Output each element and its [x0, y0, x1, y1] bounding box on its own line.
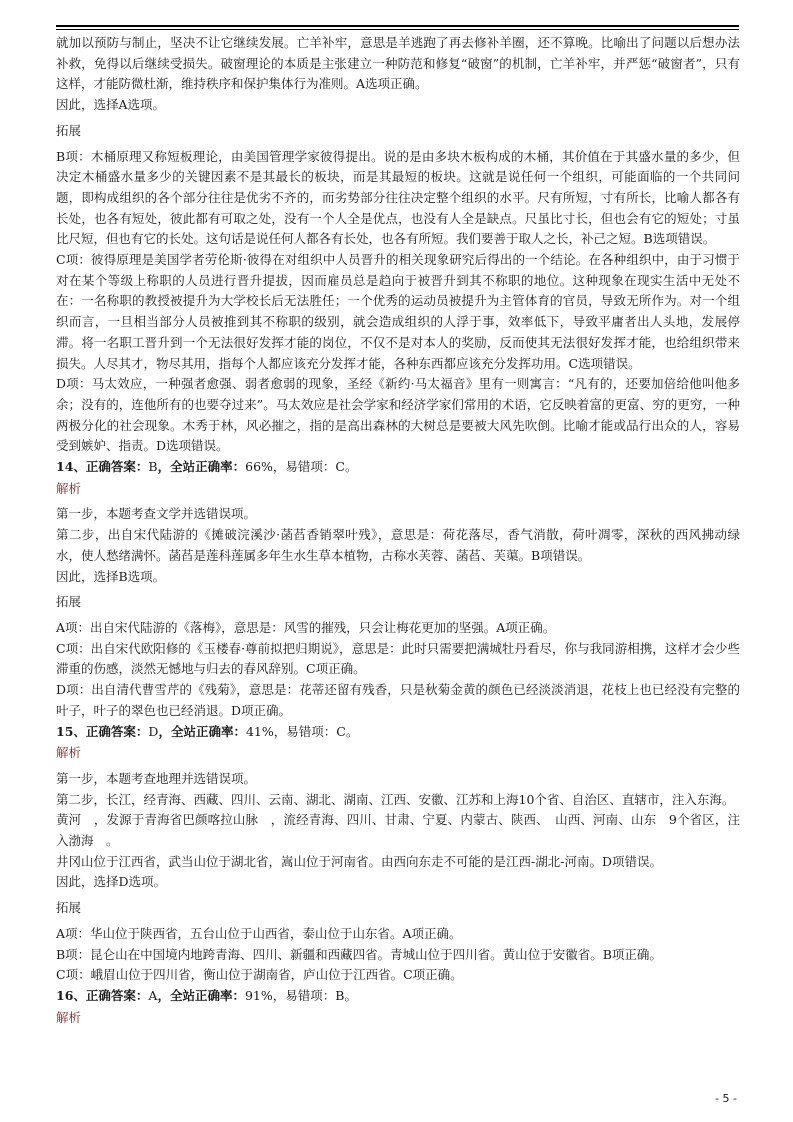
- paragraph: 第一步，本题考查地理并选错误项。: [56, 770, 257, 786]
- extension-item: A项：出自宋代陆游的《落梅》，意思是：风雪的摧残，只会让梅花更加的坚强。A项正确。: [56, 619, 556, 635]
- paragraph: 就加以预防与制止，坚决不让它继续发展。亡羊补牢，意思是羊逃跑了再去修补羊圈，还不算晚。比喻出了问题以后想办法补救，免得以后继续受损失。破窗理论的本质是主张建立一种防范和修复“破窗”的机制，亡羊补牢，并严惩“破窗者”，只有这样，才能防微杜渐，维持秩序和保护集体行为准则。A选项正确。: [56, 35, 740, 92]
- wrong-option: ，易错项：C。: [273, 723, 359, 739]
- answer-value: A: [148, 987, 158, 1003]
- extension-item: C项：出自宋代欧阳修的《玉楼春·尊前拟把归期说》，意思是：此时只需要把满城牡丹看尽，你与我同游相携，这样才会少些滞重的伤感，淡然无憾地与归去的春风辞别。C项正确。: [56, 640, 740, 677]
- extension-item: C项：峨眉山位于四川省，衡山位于湖南省，庐山位于江西省。C项正确。: [56, 967, 463, 983]
- question-16-answer-line: [56, 986, 740, 1007]
- answer-value: D: [148, 723, 159, 739]
- paragraph: 第一步，本题考查文学并选错误项。: [56, 506, 257, 522]
- paragraph: 因此，选择B选项。: [56, 568, 166, 584]
- analysis-heading: 解析: [56, 1009, 82, 1025]
- extension-item: D项：马太效应，一种强者愈强、弱者愈弱的现象，圣经《新约·马太福音》里有一则寓言：“凡有的，还要加倍给他叫他多余；没有的，连他所有的也要夺过来”。马太效应是社会学家和经济学家们常用的术语，它反映着富的更富、穷的更穷，一种两极分化的社会现象。木秀于林，风必摧之，指的是高出森林的大树总是要被大风先吹倒。比喻才能或品行出众的人，容易受到嫉妒、指责。D选项错误。: [56, 376, 740, 454]
- page-content: [56, 33, 740, 1028]
- answer-value: B: [148, 459, 158, 475]
- extension-item: B项：昆仑山在中国境内地跨青海、四川、新疆和西藏四省。青城山位于四川省。黄山位于安徽省。B项正确。: [56, 946, 662, 962]
- rate-prefix: ，全站正确率：: [157, 987, 245, 1003]
- rate-value: 41%: [245, 723, 274, 739]
- paragraph: 因此，选择D选项。: [56, 874, 167, 890]
- answer-prefix: 正确答案：: [85, 459, 149, 475]
- extension-heading: 拓展: [56, 594, 82, 610]
- question-number: 14、: [56, 459, 86, 475]
- question-number: 15、: [56, 723, 86, 739]
- extension-item: B项：木桶原理又称短板理论，由美国管理学家彼得提出。说的是由多块木板构成的木桶，其价值在于其盛水量的多少，但决定木桶盛水量多少的关键因素不是其最长的板块，而是其最短的板块。这就是说任何一个组织，可能面临的一个共同问题，即构成组织的各个部分往往是优劣不齐的，而劣势部分往往决定整个组织的水平。尺有所短，寸有所长，比喻人都各有长处，也各有短处，彼此都有可取之处，没有一个人全是优点，也没有人全是缺点。尺虽比寸长，但也会有它的短处；寸虽比尺短，但也有它的长处。这句话是说任何人都各有长处，也各有所短。我们要善于取人之长，补己之短。B选项错误。: [56, 148, 740, 247]
- extension-item: C项：彼得原理是美国学者劳伦斯·彼得在对组织中人员晋升的相关现象研究后得出的一个结论。在各种组织中，由于习惯于对在某个等级上称职的人员进行晋升提拔，因而雇员总是趋向于被晋升到其不称职的地位。这种现象在现实生活中无处不在：一名称职的教授被提升为大学校长后无法胜任；一个优秀的运动员被提升为主管体育的官员，导致无所作为。对一个组织而言，一旦相当部分人员被推到其不称职的级别，就会造成组织的人浮于事，效率低下，导致平庸者出人头地，发展停滞。将一名职工晋升到一个无法很好发挥才能的岗位，不仅不是对本人的奖励，反而使其无法很好发挥才能，也给组织带来损失。人尽其才，物尽其用，指每个人都应该充分发挥才能，各种东西都应该充分发挥功用。C选项错误。: [56, 252, 740, 371]
- rate-value: 91%: [244, 987, 273, 1003]
- extension-item: D项：出自清代曹雪芹的《残菊》，意思是：花蒂还留有残香，只是秋菊金黄的颜色已经淡淡消退，花枝上也已经没有完整的叶子，叶子的翠色也已经消退。D项正确。: [56, 682, 740, 718]
- rate-prefix: ，全站正确率：: [157, 459, 246, 475]
- paragraph: 第二步，出自宋代陆游的《摊破浣溪沙·菡萏香销翠叶残》，意思是：荷花落尽，香气消散，荷叶凋零，深秋的西风拂动绿水，使人愁绪满怀。菡萏是莲科莲属多年生水生草本植物，古称水芙蓉、菡萏、芙蕖。B项错误。: [56, 527, 740, 563]
- top-rule-thick: [56, 25, 739, 27]
- rate-prefix: ，全站正确率：: [158, 723, 246, 739]
- page-number: - 5 -: [715, 1092, 737, 1105]
- question-14-answer-line: [56, 457, 740, 478]
- analysis-heading: 解析: [56, 480, 82, 496]
- paragraph: 井冈山位于江西省，武当山位于湖北省，嵩山位于河南省。由西向东走不可能的是江西-湖北-河南。D项错误。: [56, 853, 662, 869]
- extension-heading: 拓展: [56, 122, 82, 138]
- wrong-option: ，易错项：B。: [272, 987, 357, 1003]
- paragraph: 因此，选择A选项。: [56, 97, 166, 113]
- answer-prefix: 正确答案：: [85, 987, 149, 1003]
- question-number: 16、: [56, 987, 86, 1003]
- question-15-answer-line: [56, 722, 740, 743]
- paragraph: 第二步，长江，经青海、西藏、四川、云南、湖北、湖南、江西、安徽、江苏和上海10个省、自治区、直辖市，注入东海。: [56, 791, 735, 807]
- analysis-heading: 解析: [56, 745, 82, 761]
- answer-prefix: 正确答案：: [85, 723, 149, 739]
- rate-value: 66%: [245, 459, 273, 475]
- wrong-option: ，易错项：C。: [272, 459, 358, 475]
- top-rule-thin: [56, 29, 739, 30]
- paragraph: 黄河 ，发源于青海省巴颜喀拉山脉 ，流经青海、四川、甘肃、宁夏、内蒙古、陕西、 山西、河南、山东 9个省区，注入渤海 。: [56, 812, 740, 849]
- extension-item: A项：华山位于陕西省，五台山位于山西省，泰山位于山东省。A项正确。: [56, 925, 462, 941]
- extension-heading: 拓展: [56, 900, 82, 916]
